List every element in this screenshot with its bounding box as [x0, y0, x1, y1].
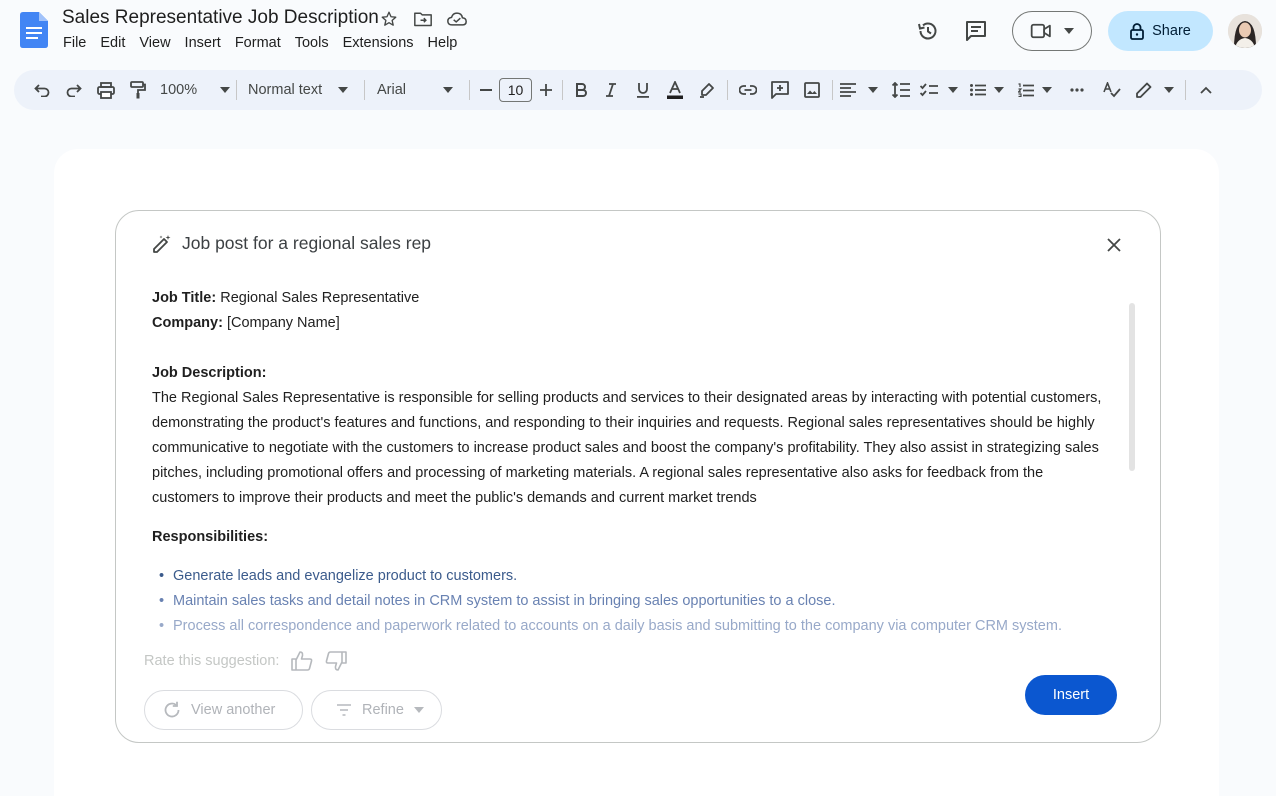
- chevron-down-icon: [1064, 28, 1074, 34]
- chevron-down-icon: [338, 87, 348, 93]
- checklist-icon: [920, 83, 938, 97]
- line-spacing-icon[interactable]: [890, 70, 912, 110]
- menu-extensions[interactable]: Extensions: [342, 35, 414, 51]
- insert-button[interactable]: Insert: [1025, 675, 1117, 715]
- menu-edit[interactable]: Edit: [100, 35, 126, 51]
- version-history-icon[interactable]: [916, 19, 940, 43]
- numbered-list-icon: [1018, 83, 1034, 97]
- menu-tools[interactable]: Tools: [294, 35, 329, 51]
- view-another-button[interactable]: [144, 690, 303, 730]
- list-item: • Generate leads and evangelize product to customers.: [152, 564, 1112, 589]
- star-icon[interactable]: [378, 9, 400, 29]
- pencil-icon: [1136, 82, 1152, 98]
- view-another-label: View another: [191, 702, 276, 718]
- refine-button[interactable]: [311, 690, 442, 730]
- move-folder-icon[interactable]: [412, 9, 434, 29]
- italic-icon[interactable]: [601, 70, 621, 110]
- numbered-list-select[interactable]: [1018, 70, 1052, 110]
- menu-bar: [56, 34, 464, 52]
- undo-icon[interactable]: [32, 70, 52, 110]
- list-item: • Maintain sales tasks and detail notes in CRM system to assist in bringing sales opportunities to a close.: [152, 589, 1112, 614]
- job-title-value: Regional Sales Representative: [220, 290, 420, 306]
- bulleted-list-icon: [970, 84, 986, 96]
- company-line: [152, 311, 1112, 336]
- toolbar-divider: [469, 80, 470, 100]
- chevron-up-icon[interactable]: [1196, 70, 1216, 110]
- cloud-status-icon[interactable]: [446, 9, 468, 29]
- lock-icon: [1130, 23, 1144, 40]
- comments-icon[interactable]: [964, 19, 988, 43]
- toolbar-divider: [727, 80, 728, 100]
- paragraph-style-select[interactable]: [248, 70, 348, 110]
- filter-icon: [336, 704, 352, 716]
- responsibilities-heading-text: Responsibilities:: [152, 529, 269, 545]
- text-color-icon[interactable]: [665, 70, 685, 110]
- header: [0, 0, 1276, 68]
- formatting-toolbar: [14, 70, 1262, 110]
- zoom-select[interactable]: [160, 70, 230, 110]
- document-title[interactable]: Sales Representative Job Description: [62, 7, 379, 28]
- zoom-value: 100%: [160, 82, 198, 98]
- description-heading: [152, 361, 1112, 386]
- chevron-down-icon: [948, 87, 958, 93]
- close-icon[interactable]: [1104, 235, 1124, 255]
- scrollbar[interactable]: [1129, 303, 1135, 471]
- video-camera-icon: [1030, 23, 1052, 39]
- help-me-write-panel: [115, 210, 1161, 743]
- underline-icon[interactable]: [633, 70, 653, 110]
- toolbar-divider: [1185, 80, 1186, 100]
- menu-format[interactable]: Format: [234, 35, 281, 51]
- refine-label: Refine: [362, 702, 404, 718]
- thumbs-up-icon[interactable]: [291, 651, 313, 671]
- menu-insert[interactable]: Insert: [184, 35, 221, 51]
- panel-title: Job post for a regional sales rep: [182, 233, 432, 253]
- chevron-down-icon: [868, 87, 878, 93]
- menu-file[interactable]: File: [63, 35, 87, 51]
- rate-label: Rate this suggestion:: [144, 653, 280, 669]
- align-left-icon: [840, 83, 856, 97]
- menu-help[interactable]: Help: [427, 35, 458, 51]
- chevron-down-icon: [414, 707, 424, 713]
- paint-format-icon[interactable]: [128, 70, 148, 110]
- chevron-down-icon: [443, 87, 453, 93]
- menu-view[interactable]: View: [139, 35, 171, 51]
- docs-logo-icon[interactable]: [20, 12, 48, 48]
- description-heading-text: Job Description:: [152, 365, 267, 381]
- avatar[interactable]: [1228, 14, 1262, 48]
- responsibilities-heading: [152, 525, 1112, 550]
- suggestion-content: [152, 286, 1112, 639]
- paragraph-style-value: Normal text: [248, 82, 323, 98]
- highlight-icon[interactable]: [697, 70, 717, 110]
- list-item: • Process all correspondence and paperwork related to accounts on a daily basis and submitting to the company via computer CRM system.: [152, 614, 1112, 639]
- decrease-font-size-icon[interactable]: [478, 70, 494, 110]
- chevron-down-icon: [1042, 87, 1052, 93]
- toolbar-divider: [562, 80, 563, 100]
- editing-mode-select[interactable]: [1136, 70, 1174, 110]
- align-select[interactable]: [840, 70, 878, 110]
- checklist-select[interactable]: [920, 70, 958, 110]
- spelling-check-icon[interactable]: [1102, 70, 1122, 110]
- font-size-input[interactable]: 10: [499, 78, 532, 102]
- job-title-line: [152, 286, 1112, 311]
- print-icon[interactable]: [96, 70, 116, 110]
- toolbar-divider: [364, 80, 365, 100]
- thumbs-down-icon[interactable]: [325, 651, 347, 671]
- insert-image-icon[interactable]: [802, 70, 822, 110]
- magic-pen-icon: [152, 234, 172, 254]
- chevron-down-icon: [994, 87, 1004, 93]
- increase-font-size-icon[interactable]: [538, 70, 554, 110]
- responsibilities-list: [152, 564, 1112, 639]
- font-select[interactable]: [377, 70, 453, 110]
- share-label: Share: [1152, 23, 1191, 39]
- rate-suggestion: [144, 651, 347, 671]
- company-value: [Company Name]: [226, 315, 340, 331]
- toolbar-divider: [236, 80, 237, 100]
- description-text: The Regional Sales Representative is responsible for selling products and services to their designated areas by interacting with potential customers, demonstrating the product's features and functions, and responding to their inquiries and requests. Regional sales representatives should be highly communicative to negotiate with the customers to increase product sales and boost the company's profitability. They also assist in strategizing sales pitches, including promotional offers and processing of marketing materials. A regional sales representative also asks for feedback from the customers to improve their products and meet the public's demands and current market trends: [152, 390, 1102, 506]
- add-comment-icon[interactable]: [770, 70, 790, 110]
- font-value: Arial: [377, 82, 407, 98]
- toolbar-divider: [832, 80, 833, 100]
- job-title-label: Job Title:: [152, 290, 217, 306]
- chevron-down-icon: [1164, 87, 1174, 93]
- bulleted-list-select[interactable]: [970, 70, 1004, 110]
- chevron-down-icon: [220, 87, 230, 93]
- bold-icon[interactable]: [571, 70, 591, 110]
- refresh-icon: [163, 701, 181, 719]
- share-button[interactable]: [1108, 11, 1213, 51]
- company-label: Company:: [152, 315, 223, 331]
- link-icon[interactable]: [737, 70, 759, 110]
- more-options-icon[interactable]: [1067, 70, 1087, 110]
- meet-button[interactable]: [1012, 11, 1092, 51]
- redo-icon[interactable]: [64, 70, 84, 110]
